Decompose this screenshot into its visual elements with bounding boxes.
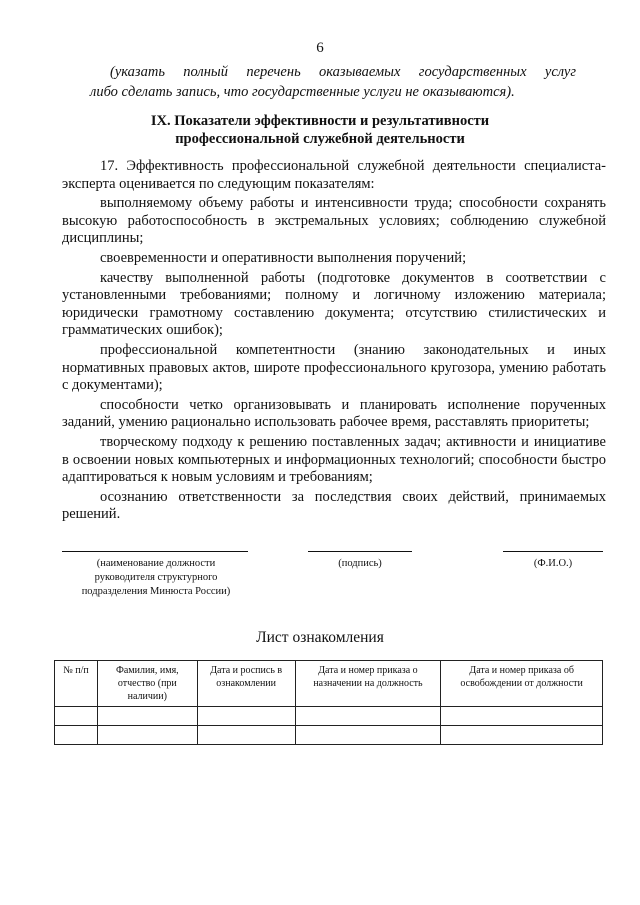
table-cell <box>55 707 98 726</box>
position-caption: (наименование должности руководителя структурного подразделения Минюста России) <box>81 558 231 597</box>
table-cell <box>441 726 603 745</box>
table-cell <box>97 726 197 745</box>
name-signature-line <box>503 551 603 552</box>
table-cell <box>441 707 603 726</box>
services-note-line1: (указать полный перечень оказываемых государственных услуг <box>110 64 576 80</box>
acquaintance-title: Лист ознакомления <box>256 629 384 646</box>
paragraph: своевременности и оперативности выполнения поручений; <box>100 249 467 266</box>
header-full-name: Фамилия, имя, отчество (при наличии) <box>97 661 197 707</box>
header-appointment-order: Дата и номер приказа о назначении на должность <box>295 661 441 707</box>
table-cell <box>197 707 295 726</box>
name-caption: (Ф.И.О.) <box>533 558 573 569</box>
page-number: 6 <box>316 40 324 56</box>
header-number: № п/п <box>55 661 98 707</box>
section-title <box>0 112 640 148</box>
section-title-line1: IX. Показатели эффективности и результативности <box>150 113 490 129</box>
section-title-line2: профессиональной служебной деятельности <box>175 131 465 147</box>
signature-line <box>308 551 412 552</box>
paragraph: качеству выполненной работы (подготовке документов в соответствии с установленными требованиями; полному и логичному изложению материала; юридически грамотному составлению документа; отсутствию стилистических и грамматических ошибок); <box>62 269 606 339</box>
services-note <box>90 62 576 102</box>
table-cell <box>197 726 295 745</box>
paragraph: 17. Эффективность профессиональной служебной деятельности специалиста-эксперта оценивается по следующим показателям: <box>62 158 606 192</box>
signature-caption: (подпись) <box>338 558 382 569</box>
position-signature-line <box>62 551 248 552</box>
paragraph: осознанию ответственности за последствия своих действий, принимаемых решений. <box>62 488 606 523</box>
table-cell <box>55 726 98 745</box>
table-cell <box>295 707 441 726</box>
table-cell <box>295 726 441 745</box>
services-note-line2: либо сделать запись, что государственные услуги не оказываются). <box>90 84 515 100</box>
paragraph: творческому подходу к решению поставленных задач; активности и инициативе в освоении новых компьютерных и информационных технологий; способности быстро адаптироваться к новым условиям и требованиям; <box>62 433 606 486</box>
section-body <box>62 158 606 526</box>
header-dismissal-order: Дата и номер приказа об освобождении от должности <box>441 661 603 707</box>
table-header-row <box>55 661 603 707</box>
table-row <box>55 707 603 726</box>
table-row <box>55 726 603 745</box>
paragraph: способности четко организовывать и планировать исполнение порученных заданий, умению рационально использовать рабочее время, расставлять приоритеты; <box>62 396 606 431</box>
acquaintance-table <box>54 660 603 745</box>
paragraph: профессиональной компетентности (знанию законодательных и иных нормативных правовых актов, широте профессионального кругозора, умению работать с документами); <box>62 341 606 394</box>
signature-block <box>0 551 640 611</box>
paragraph: выполняемому объему работы и интенсивности труда; способности сохранять высокую работоспособность в экстремальных условиях; соблюдению служебной дисциплины; <box>62 195 606 247</box>
header-acquaintance-date: Дата и роспись в ознакомлении <box>197 661 295 707</box>
table-cell <box>97 707 197 726</box>
